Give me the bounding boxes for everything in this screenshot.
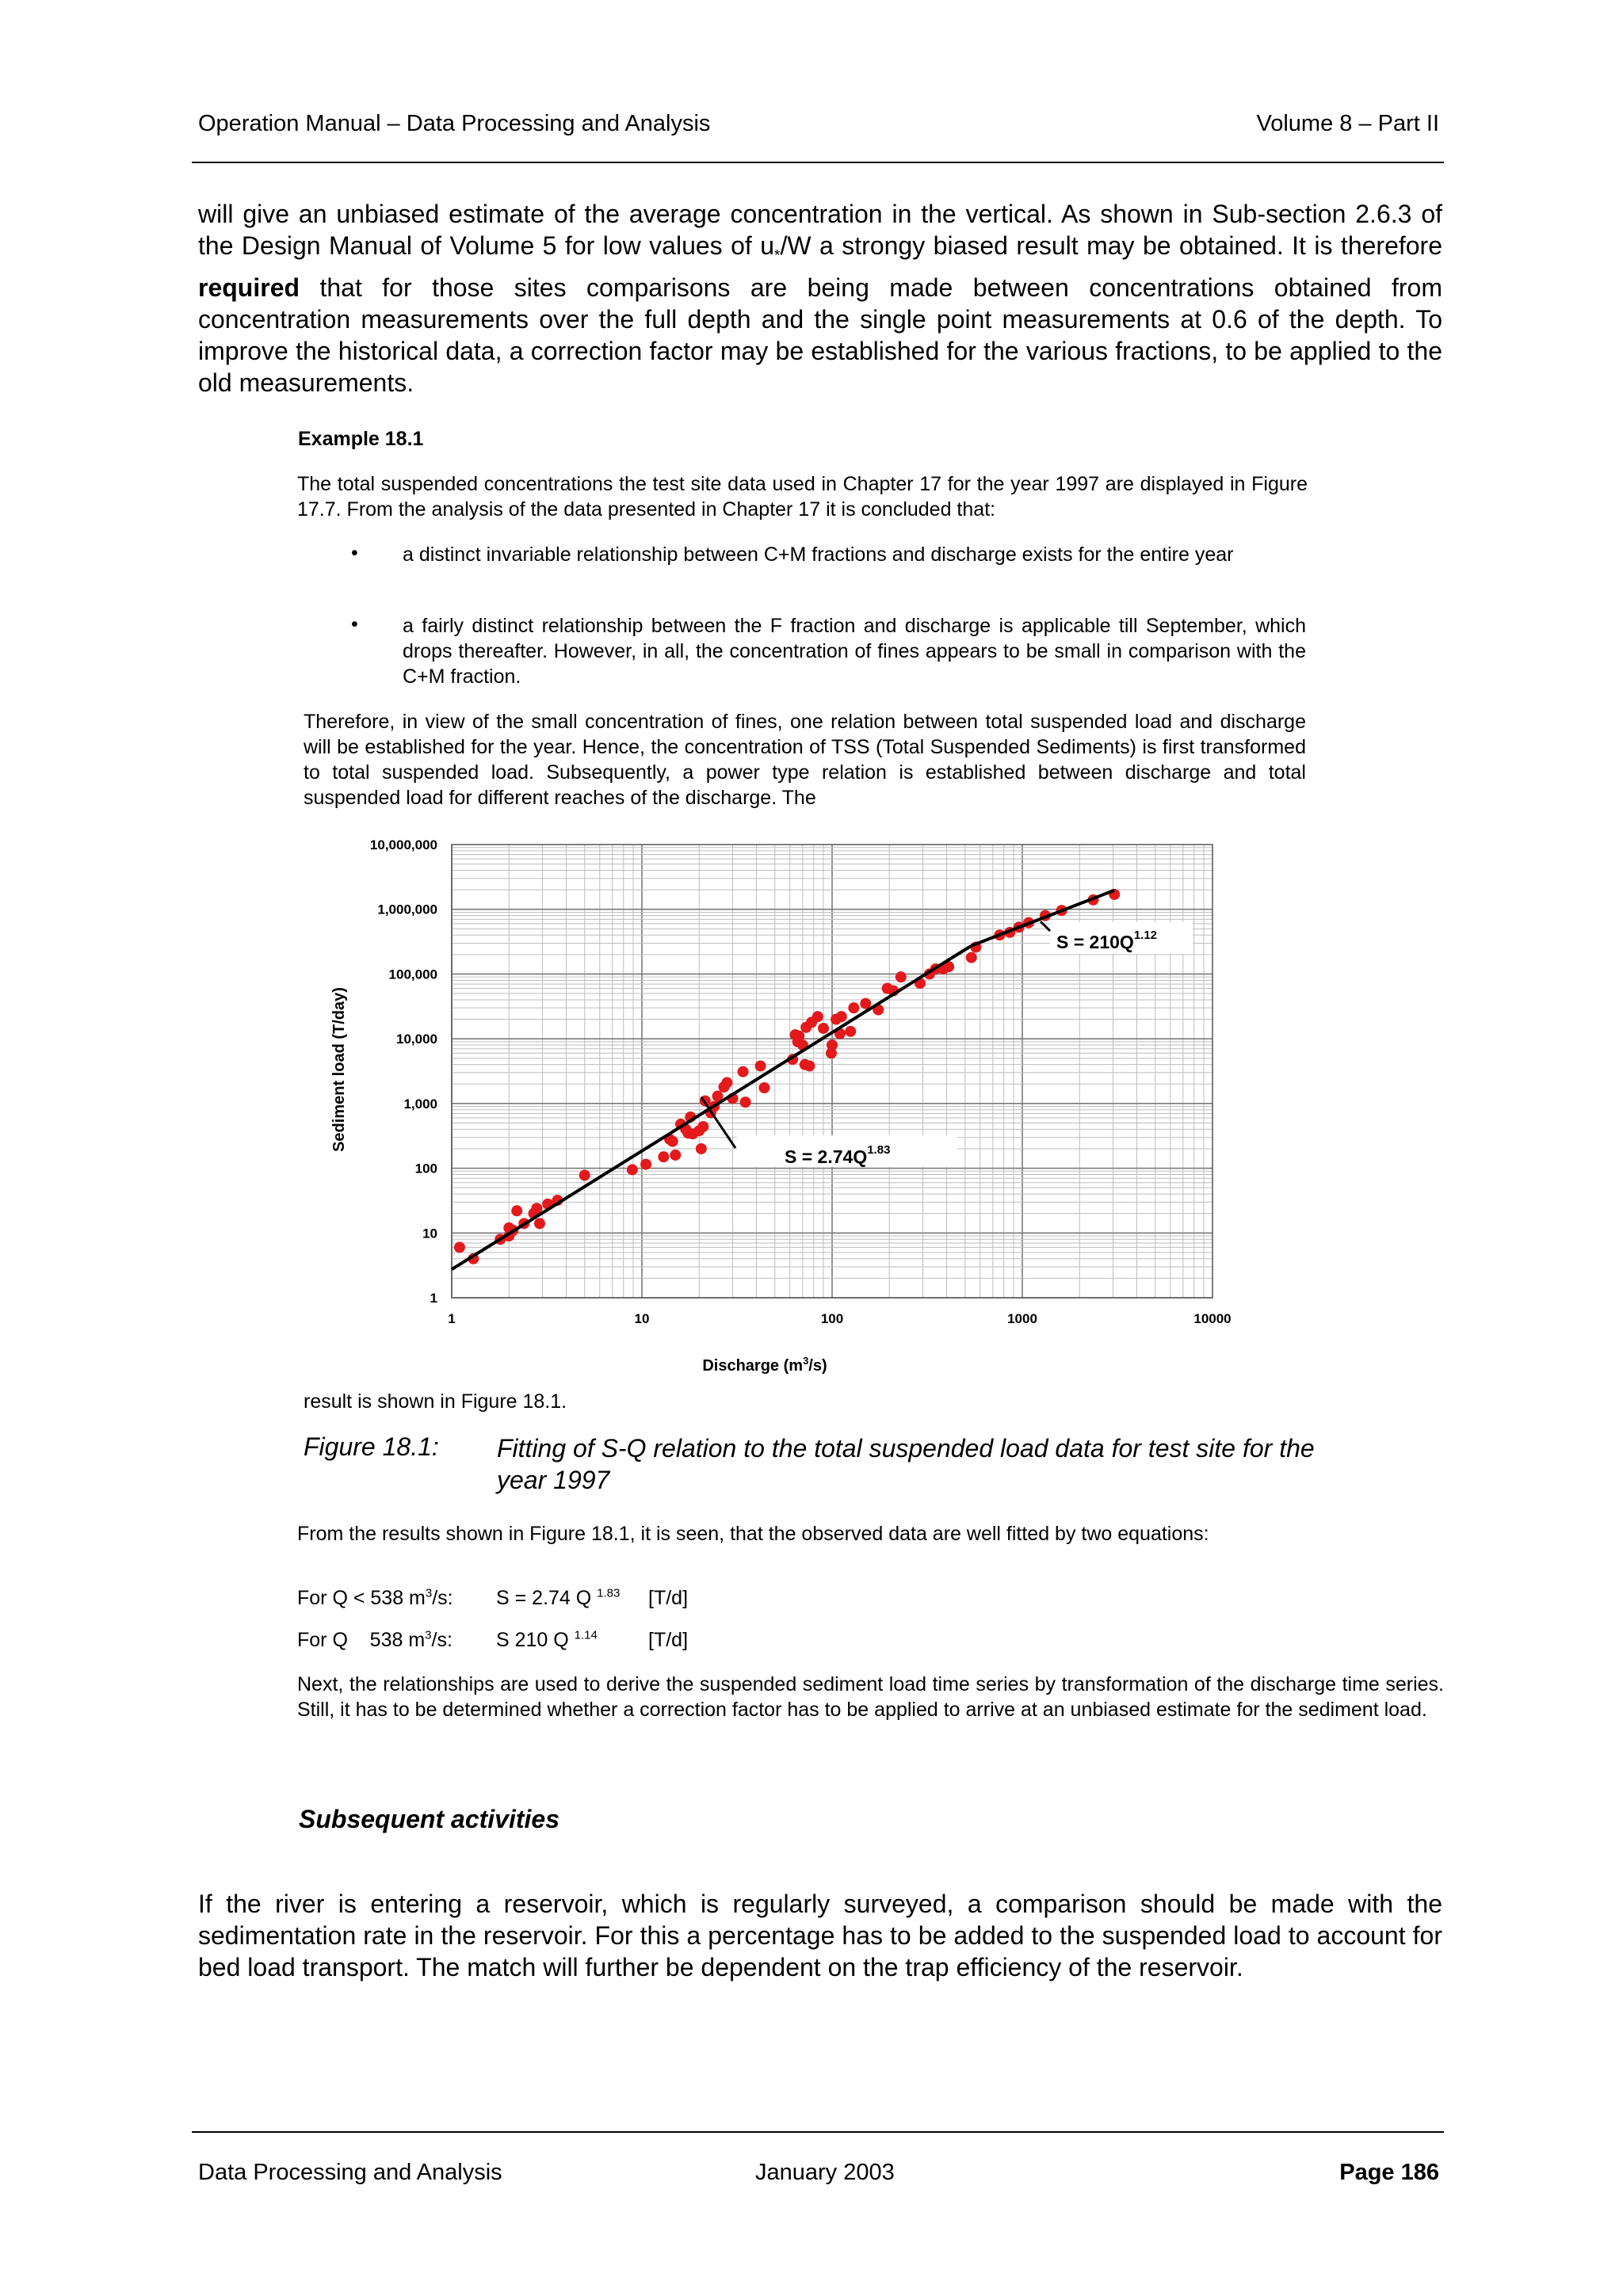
results-paragraph: From the results shown in Figure 18.1, it is seen, that the observed data are well fitted by two equations: (297, 1523, 1209, 1545)
intro-paragraph (198, 198, 1442, 399)
eq2-condition-sup: 3 (425, 1628, 432, 1642)
footer-page: Page 186 (1339, 2160, 1439, 2185)
data-points (454, 889, 1120, 1264)
data-point (818, 1023, 829, 1034)
eq2-condition: For Q 538 m (297, 1629, 426, 1651)
bullet-2-text: a fairly distinct relationship between the F fraction and discharge is applicable till September, which drops thereafter. However, in all, the concentration of fines appears to be small in comparison with the C+M fraction. (403, 615, 1306, 688)
figure-label: Figure 18.1: (304, 1432, 439, 1461)
eq2-exponent: 1.14 (574, 1628, 598, 1642)
bullet-dot-1: • (351, 542, 358, 564)
data-point (721, 1077, 732, 1089)
subsequent-paragraph: If the river is entering a reservoir, which is regularly surveyed, a comparison should be made with the sedimentation rate in the reservoir. For this a percentage has to be added to the suspended load to account for bed load transport. The match will further be dependent on the trap efficiency of the reservoir. (198, 1890, 1442, 1981)
example-paragraph-3: result is shown in Figure 18.1. (304, 1390, 567, 1413)
intro-text-3: that for those sites comparisons are being made between concentrations obtained from concentration measurements over the full depth and the single point measurements at 0.6 of the depth. To improve the historical data, a correction factor may be established for the various fractions, to be applied to the old measurements. (198, 273, 1442, 398)
intro-bold: required (198, 273, 300, 303)
header-volume: Volume 8 – Part II (1256, 111, 1439, 136)
eq1-unit: [T/d] (648, 1587, 689, 1609)
data-point (740, 1097, 751, 1108)
data-point (511, 1205, 522, 1216)
example-title: Example 18.1 (298, 428, 424, 450)
eq2-unit: [T/d] (648, 1629, 689, 1651)
x-tick-label: 100 (820, 1311, 844, 1326)
y-tick-label: 100,000 (388, 967, 437, 982)
data-point (848, 1002, 859, 1013)
data-point (670, 1150, 681, 1161)
intro-text-2: /W a strongy biased result may be obtained. It is therefore (780, 231, 1443, 260)
x-tick-labels (448, 1311, 1231, 1326)
y-tick-label: 1,000 (403, 1096, 437, 1112)
data-point (966, 952, 977, 963)
footer-left: Data Processing and Analysis (198, 2160, 502, 2185)
intro-text-1: will give an unbiased estimate of the average concentration in the vertical. As shown in Sub-section 2.6.3 of the Design Manual of Volume 5 for low values of u (198, 200, 1442, 260)
eq2-equation: S 210 Q (496, 1629, 575, 1651)
data-point (836, 1011, 847, 1022)
eq1-condition-end: /s: (432, 1587, 453, 1609)
data-point (454, 1241, 465, 1253)
data-point (696, 1143, 707, 1154)
fit-lines (452, 891, 1114, 1270)
eq2-condition-end: /s: (431, 1629, 453, 1651)
y-tick-label: 10 (422, 1226, 437, 1241)
intro-subscript: * (774, 247, 781, 265)
y-tick-label: 10,000,000 (369, 837, 437, 852)
data-point (845, 1026, 856, 1037)
x-tick-label: 10000 (1193, 1311, 1232, 1326)
fit-label-upper: $S = 210Q^{1.12}$ (1056, 929, 1158, 952)
example-paragraph-2: Therefore, in view of the small concentration of fines, one relation between total suspended load and discharge will be established for the year. Hence, the concentration of TSS (Total Suspended Sediments) is first transformed to total suspended load. Subsequently, a power type relation is established between discharge and total suspended load for different reaches of the discharge. The (304, 711, 1306, 809)
fit-line-lower (452, 946, 971, 1269)
footer-date: January 2003 (755, 2160, 895, 2185)
x-axis-label: Discharge $(m^3/s)$ (702, 1355, 827, 1375)
eq1-condition: For Q < 538 m (297, 1587, 426, 1609)
data-point (667, 1136, 678, 1147)
data-point (758, 1082, 769, 1093)
data-point (827, 1039, 838, 1051)
y-tick-label: 100 (414, 1161, 437, 1177)
figure-caption: Fitting of S-Q relation to the total suspended load data for test site for the year 1997 (497, 1434, 1315, 1494)
header-title: Operation Manual – Data Processing and Analysis (198, 111, 711, 136)
next-paragraph: Next, the relationships are used to derive the suspended sediment load time series by transformation of the discharge time series. Still, it has to be determined whether a correction factor has to be applied to arrive at an unbiased estimate for the sediment load. (297, 1673, 1444, 1721)
bullet-dot-2: • (351, 613, 358, 635)
data-point (534, 1218, 545, 1229)
header-rule (192, 162, 1444, 163)
footer-rule (192, 2131, 1444, 2133)
data-point (804, 1060, 815, 1071)
subsequent-title: Subsequent activities (299, 1805, 559, 1833)
y-axis-label: Sediment load (T/day) (330, 987, 348, 1152)
fit-label-pointer-upper (1041, 921, 1050, 931)
x-tick-label: 10 (634, 1311, 650, 1326)
eq1-exponent: 1.83 (597, 1586, 621, 1600)
data-point (579, 1169, 590, 1180)
data-point (812, 1011, 823, 1022)
eq1-condition-sup: 3 (425, 1586, 433, 1600)
sediment-discharge-chart (317, 836, 1236, 1383)
example-paragraph-1: The total suspended concentrations the test site data used in Chapter 17 for the year 1997 are displayed in Figure 17.7. From the analysis of the data presented in Chapter 17 it is concluded that: (297, 473, 1308, 521)
chart-grid (452, 845, 1212, 1298)
data-point (658, 1151, 669, 1162)
data-point (738, 1066, 749, 1077)
fit-label-lower: $S = 2.74Q^{1.83}$ (785, 1143, 891, 1167)
y-tick-label: 1,000,000 (377, 902, 437, 917)
data-point (896, 971, 907, 982)
eq1-equation: S = 2.74 Q (496, 1587, 598, 1609)
data-point (755, 1060, 766, 1071)
y-tick-label: 1 (430, 1291, 437, 1306)
x-tick-label: 1000 (1007, 1311, 1037, 1326)
y-tick-label: 10,000 (396, 1032, 437, 1047)
data-point (697, 1121, 708, 1132)
y-tick-labels (370, 837, 437, 1306)
data-point (627, 1164, 638, 1175)
x-tick-label: 1 (448, 1311, 456, 1326)
data-point (640, 1159, 651, 1170)
bullet-1-text: a distinct invariable relationship between C+M fractions and discharge exists for the entire year (403, 543, 1234, 566)
